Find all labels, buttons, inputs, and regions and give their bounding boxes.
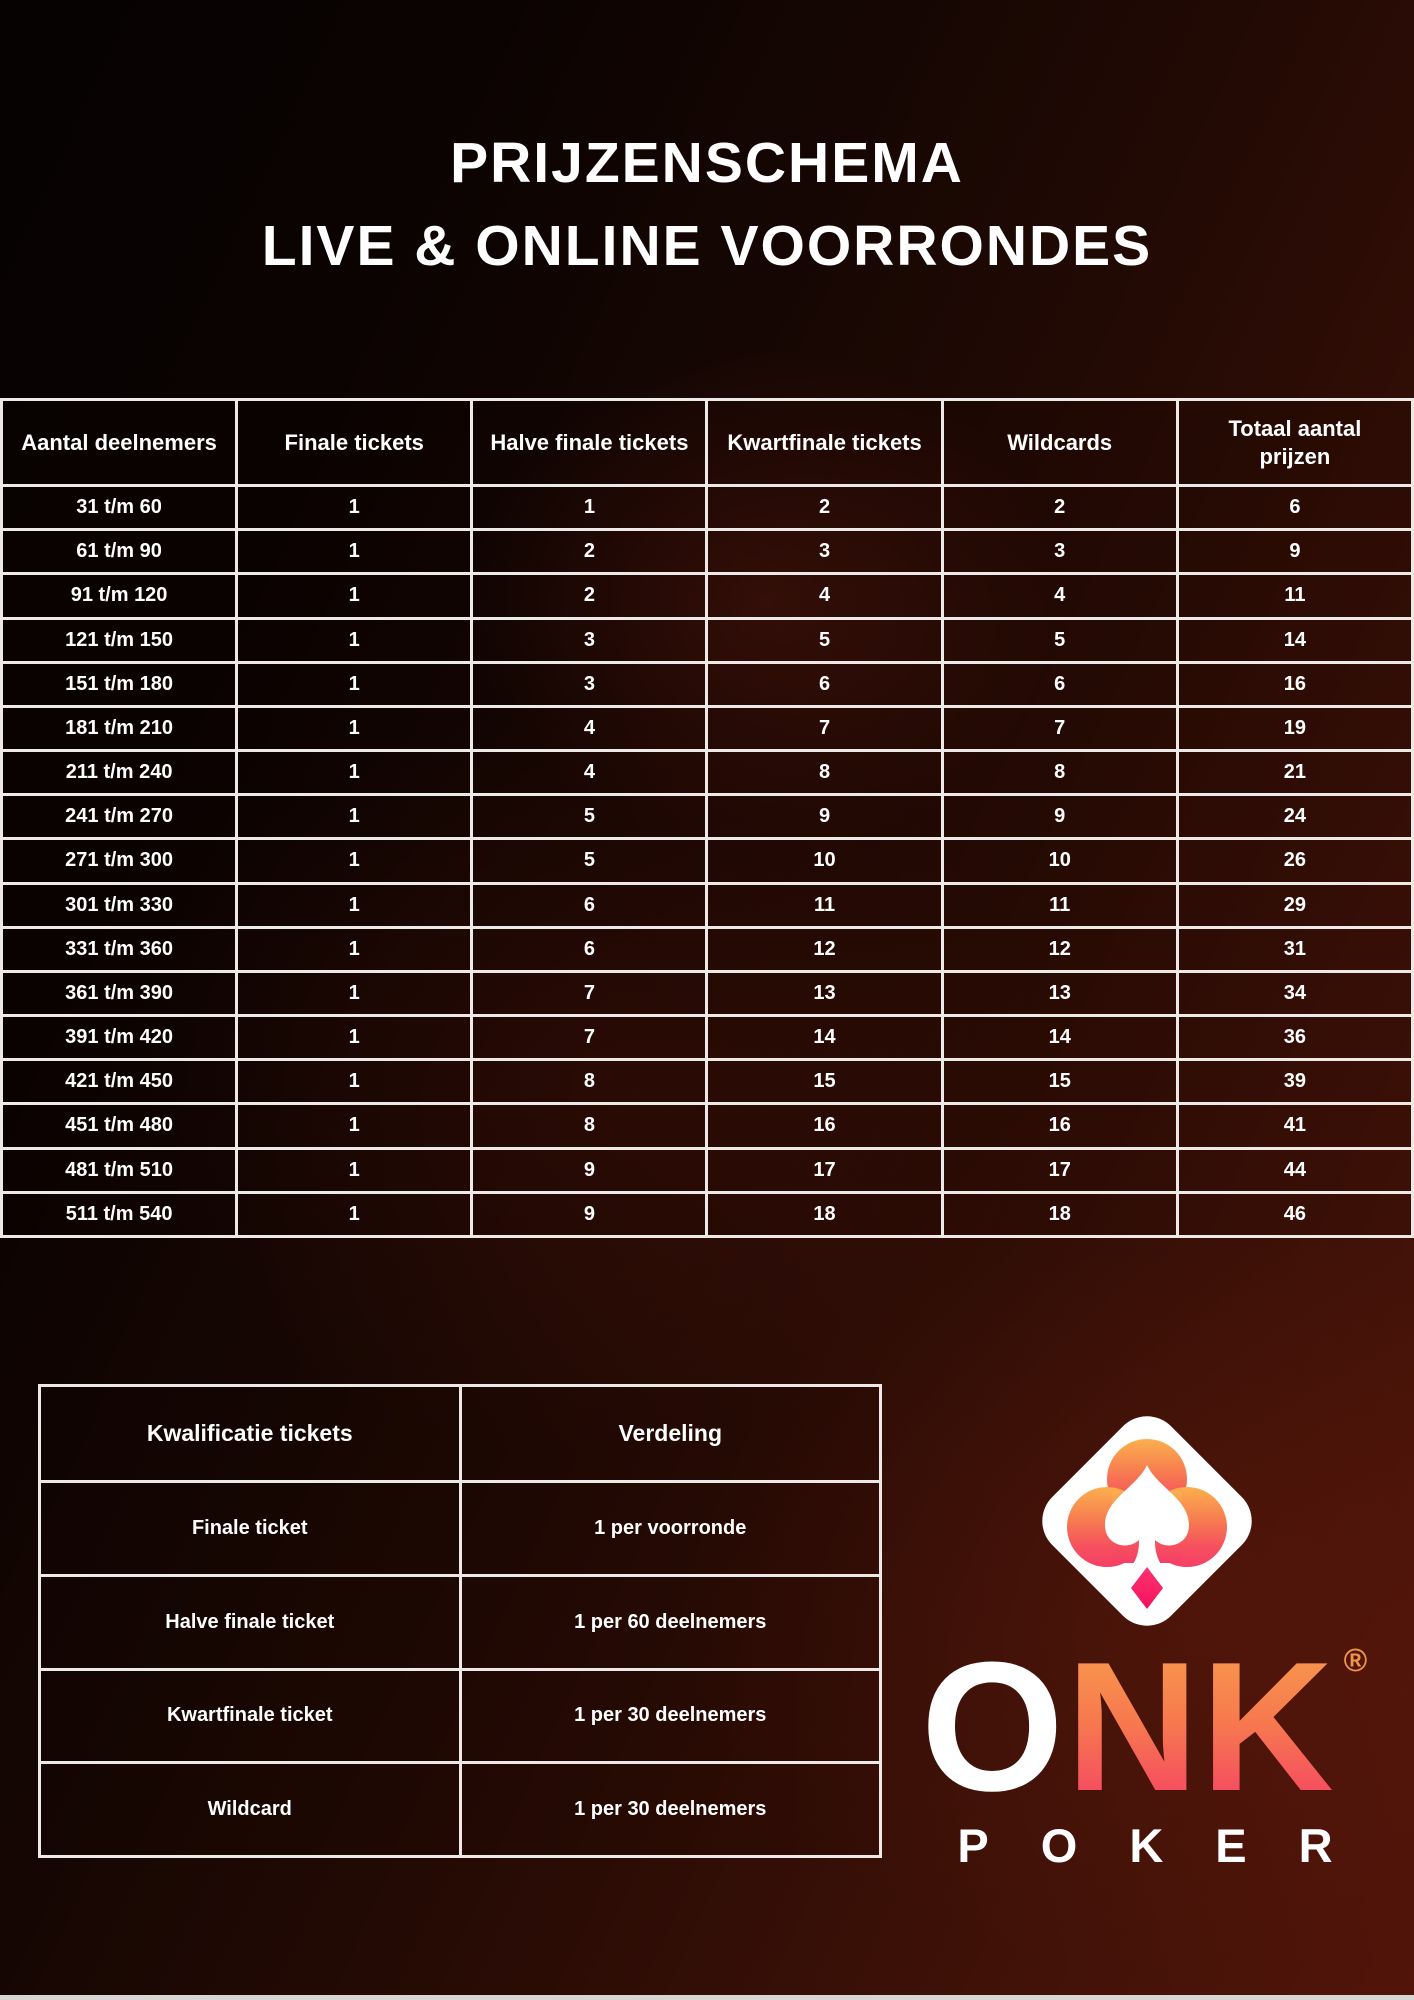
table-cell: 41 xyxy=(1177,1104,1412,1148)
table-cell: 31 xyxy=(1177,927,1412,971)
table-cell: 7 xyxy=(472,971,707,1015)
table-cell: 61 t/m 90 xyxy=(2,530,237,574)
table-cell: 17 xyxy=(942,1148,1177,1192)
brand-subtitle: POKER xyxy=(957,1819,1385,1872)
table-row xyxy=(2,530,1413,574)
table-cell: 15 xyxy=(942,1060,1177,1104)
table-cell: 181 t/m 210 xyxy=(2,706,237,750)
table-row xyxy=(2,1104,1413,1148)
table-cell: 1 xyxy=(237,706,472,750)
table-cell: 8 xyxy=(472,1060,707,1104)
qualification-table-body xyxy=(40,1482,881,1857)
table-cell: 1 xyxy=(237,662,472,706)
table-cell: 4 xyxy=(472,706,707,750)
table-cell: 1 xyxy=(237,839,472,883)
table-cell: 9 xyxy=(1177,530,1412,574)
table-cell: 1 xyxy=(237,927,472,971)
bottom-strip xyxy=(0,1995,1414,2000)
table-cell: 12 xyxy=(942,927,1177,971)
table-cell: 1 xyxy=(237,751,472,795)
col-aantal-deelnemers: Aantal deelnemers xyxy=(2,400,237,486)
table-cell: 9 xyxy=(472,1192,707,1236)
table-cell: 451 t/m 480 xyxy=(2,1104,237,1148)
table-cell: 2 xyxy=(472,530,707,574)
table-row xyxy=(40,1482,881,1576)
table-cell: 31 t/m 60 xyxy=(2,486,237,530)
table-cell: 121 t/m 150 xyxy=(2,618,237,662)
table-cell: 36 xyxy=(1177,1016,1412,1060)
table-row xyxy=(2,574,1413,618)
table-cell: 11 xyxy=(1177,574,1412,618)
table-cell: Finale ticket xyxy=(40,1482,461,1576)
table-row xyxy=(2,971,1413,1015)
table-cell: 11 xyxy=(707,883,942,927)
table-cell: 16 xyxy=(942,1104,1177,1148)
qualification-table-header xyxy=(40,1386,881,1482)
table-cell: 1 xyxy=(237,795,472,839)
col-verdeling: Verdeling xyxy=(460,1386,881,1482)
header-row xyxy=(40,1386,881,1482)
table-row xyxy=(2,795,1413,839)
table-cell: 301 t/m 330 xyxy=(2,883,237,927)
brand-wordmark xyxy=(880,1623,1410,1829)
table-cell: 8 xyxy=(707,751,942,795)
table-cell: 3 xyxy=(942,530,1177,574)
brand-letters-nk: NK xyxy=(1065,1623,1336,1829)
title-line2: LIVE & ONLINE VOORRONDES xyxy=(261,214,1153,278)
table-cell: 1 per 60 deelnemers xyxy=(460,1575,881,1669)
table-cell: 1 xyxy=(237,618,472,662)
table-cell: 1 xyxy=(237,1016,472,1060)
col-finale-tickets: Finale tickets xyxy=(237,400,472,486)
table-cell: 1 xyxy=(237,971,472,1015)
table-cell: 271 t/m 300 xyxy=(2,839,237,883)
table-row xyxy=(2,1192,1413,1236)
table-cell: 6 xyxy=(472,927,707,971)
table-cell: Kwartfinale ticket xyxy=(40,1669,461,1763)
brand-letter-o: O xyxy=(920,1623,1066,1829)
table-cell: 46 xyxy=(1177,1192,1412,1236)
table-cell: 1 per 30 deelnemers xyxy=(460,1763,881,1857)
table-cell: 4 xyxy=(472,751,707,795)
table-cell: 3 xyxy=(472,618,707,662)
page-title xyxy=(0,122,1414,288)
table-cell: 391 t/m 420 xyxy=(2,1016,237,1060)
table-cell: 9 xyxy=(707,795,942,839)
table-cell: Wildcard xyxy=(40,1763,461,1857)
table-cell: 18 xyxy=(707,1192,942,1236)
table-cell: 8 xyxy=(942,751,1177,795)
table-cell: 91 t/m 120 xyxy=(2,574,237,618)
table-cell: 1 xyxy=(237,883,472,927)
table-cell: 361 t/m 390 xyxy=(2,971,237,1015)
table-cell: 211 t/m 240 xyxy=(2,751,237,795)
table-row xyxy=(2,1148,1413,1192)
table-cell: 12 xyxy=(707,927,942,971)
table-cell: 1 xyxy=(237,1104,472,1148)
table-cell: 511 t/m 540 xyxy=(2,1192,237,1236)
table-row xyxy=(2,706,1413,750)
table-cell: 16 xyxy=(707,1104,942,1148)
prize-table-header xyxy=(2,400,1413,486)
table-cell: 1 xyxy=(237,486,472,530)
table-cell: 2 xyxy=(707,486,942,530)
table-row xyxy=(2,927,1413,971)
table-cell: 6 xyxy=(1177,486,1412,530)
table-cell: 5 xyxy=(472,795,707,839)
table-cell: 21 xyxy=(1177,751,1412,795)
table-cell: 3 xyxy=(707,530,942,574)
table-cell: 7 xyxy=(707,706,942,750)
prize-table xyxy=(0,398,1414,1238)
table-cell: 2 xyxy=(472,574,707,618)
prize-table-body xyxy=(2,486,1413,1237)
table-cell: 4 xyxy=(942,574,1177,618)
table-cell: 481 t/m 510 xyxy=(2,1148,237,1192)
table-cell: 9 xyxy=(942,795,1177,839)
table-cell: 24 xyxy=(1177,795,1412,839)
table-cell: 6 xyxy=(472,883,707,927)
table-cell: 15 xyxy=(707,1060,942,1104)
table-cell: 7 xyxy=(472,1016,707,1060)
table-row xyxy=(2,839,1413,883)
table-cell: 39 xyxy=(1177,1060,1412,1104)
table-cell: 9 xyxy=(472,1148,707,1192)
table-cell: 6 xyxy=(942,662,1177,706)
table-cell: 3 xyxy=(472,662,707,706)
table-cell: 18 xyxy=(942,1192,1177,1236)
table-row xyxy=(2,751,1413,795)
col-totaal-aantal-prijzen: Totaal aantal prijzen xyxy=(1177,400,1412,486)
table-cell: 26 xyxy=(1177,839,1412,883)
table-cell: 44 xyxy=(1177,1148,1412,1192)
table-row xyxy=(40,1575,881,1669)
table-cell: 7 xyxy=(942,706,1177,750)
table-cell: 5 xyxy=(472,839,707,883)
table-row xyxy=(2,1016,1413,1060)
table-cell: 331 t/m 360 xyxy=(2,927,237,971)
table-row xyxy=(2,883,1413,927)
table-cell: 1 per voorronde xyxy=(460,1482,881,1576)
table-row xyxy=(2,1060,1413,1104)
table-cell: 8 xyxy=(472,1104,707,1148)
table-cell: 29 xyxy=(1177,883,1412,927)
col-wildcards: Wildcards xyxy=(942,400,1177,486)
table-cell: 13 xyxy=(942,971,1177,1015)
registered-trademark-icon: ® xyxy=(1343,1642,1370,1678)
col-kwalificatie-tickets: Kwalificatie tickets xyxy=(40,1386,461,1482)
table-cell: 10 xyxy=(942,839,1177,883)
table-cell: 14 xyxy=(1177,618,1412,662)
table-cell: 34 xyxy=(1177,971,1412,1015)
table-row xyxy=(40,1669,881,1763)
table-cell: 10 xyxy=(707,839,942,883)
table-cell: 421 t/m 450 xyxy=(2,1060,237,1104)
table-cell: 1 xyxy=(237,574,472,618)
table-cell: 13 xyxy=(707,971,942,1015)
table-cell: 241 t/m 270 xyxy=(2,795,237,839)
table-cell: 1 xyxy=(472,486,707,530)
table-cell: 5 xyxy=(707,618,942,662)
table-cell: 16 xyxy=(1177,662,1412,706)
table-cell: 11 xyxy=(942,883,1177,927)
table-row xyxy=(2,618,1413,662)
table-cell: Halve finale ticket xyxy=(40,1575,461,1669)
table-cell: 1 xyxy=(237,530,472,574)
col-kwartfinale-tickets: Kwartfinale tickets xyxy=(707,400,942,486)
table-cell: 1 xyxy=(237,1148,472,1192)
table-cell: 4 xyxy=(707,574,942,618)
table-cell: 1 xyxy=(237,1060,472,1104)
table-cell: 2 xyxy=(942,486,1177,530)
table-cell: 151 t/m 180 xyxy=(2,662,237,706)
table-row xyxy=(2,662,1413,706)
table-cell: 14 xyxy=(942,1016,1177,1060)
table-cell: 17 xyxy=(707,1148,942,1192)
title-line1: PRIJZENSCHEMA xyxy=(450,131,964,195)
col-halve-finale-tickets: Halve finale tickets xyxy=(472,400,707,486)
header-row xyxy=(2,400,1413,486)
table-row xyxy=(40,1763,881,1857)
table-cell: 1 xyxy=(237,1192,472,1236)
club-suit-in-diamond-icon xyxy=(1017,1391,1277,1651)
qualification-table xyxy=(38,1384,882,1858)
table-cell: 1 per 30 deelnemers xyxy=(460,1669,881,1763)
table-cell: 6 xyxy=(707,662,942,706)
table-row xyxy=(2,486,1413,530)
table-cell: 14 xyxy=(707,1016,942,1060)
table-cell: 5 xyxy=(942,618,1177,662)
table-cell: 19 xyxy=(1177,706,1412,750)
